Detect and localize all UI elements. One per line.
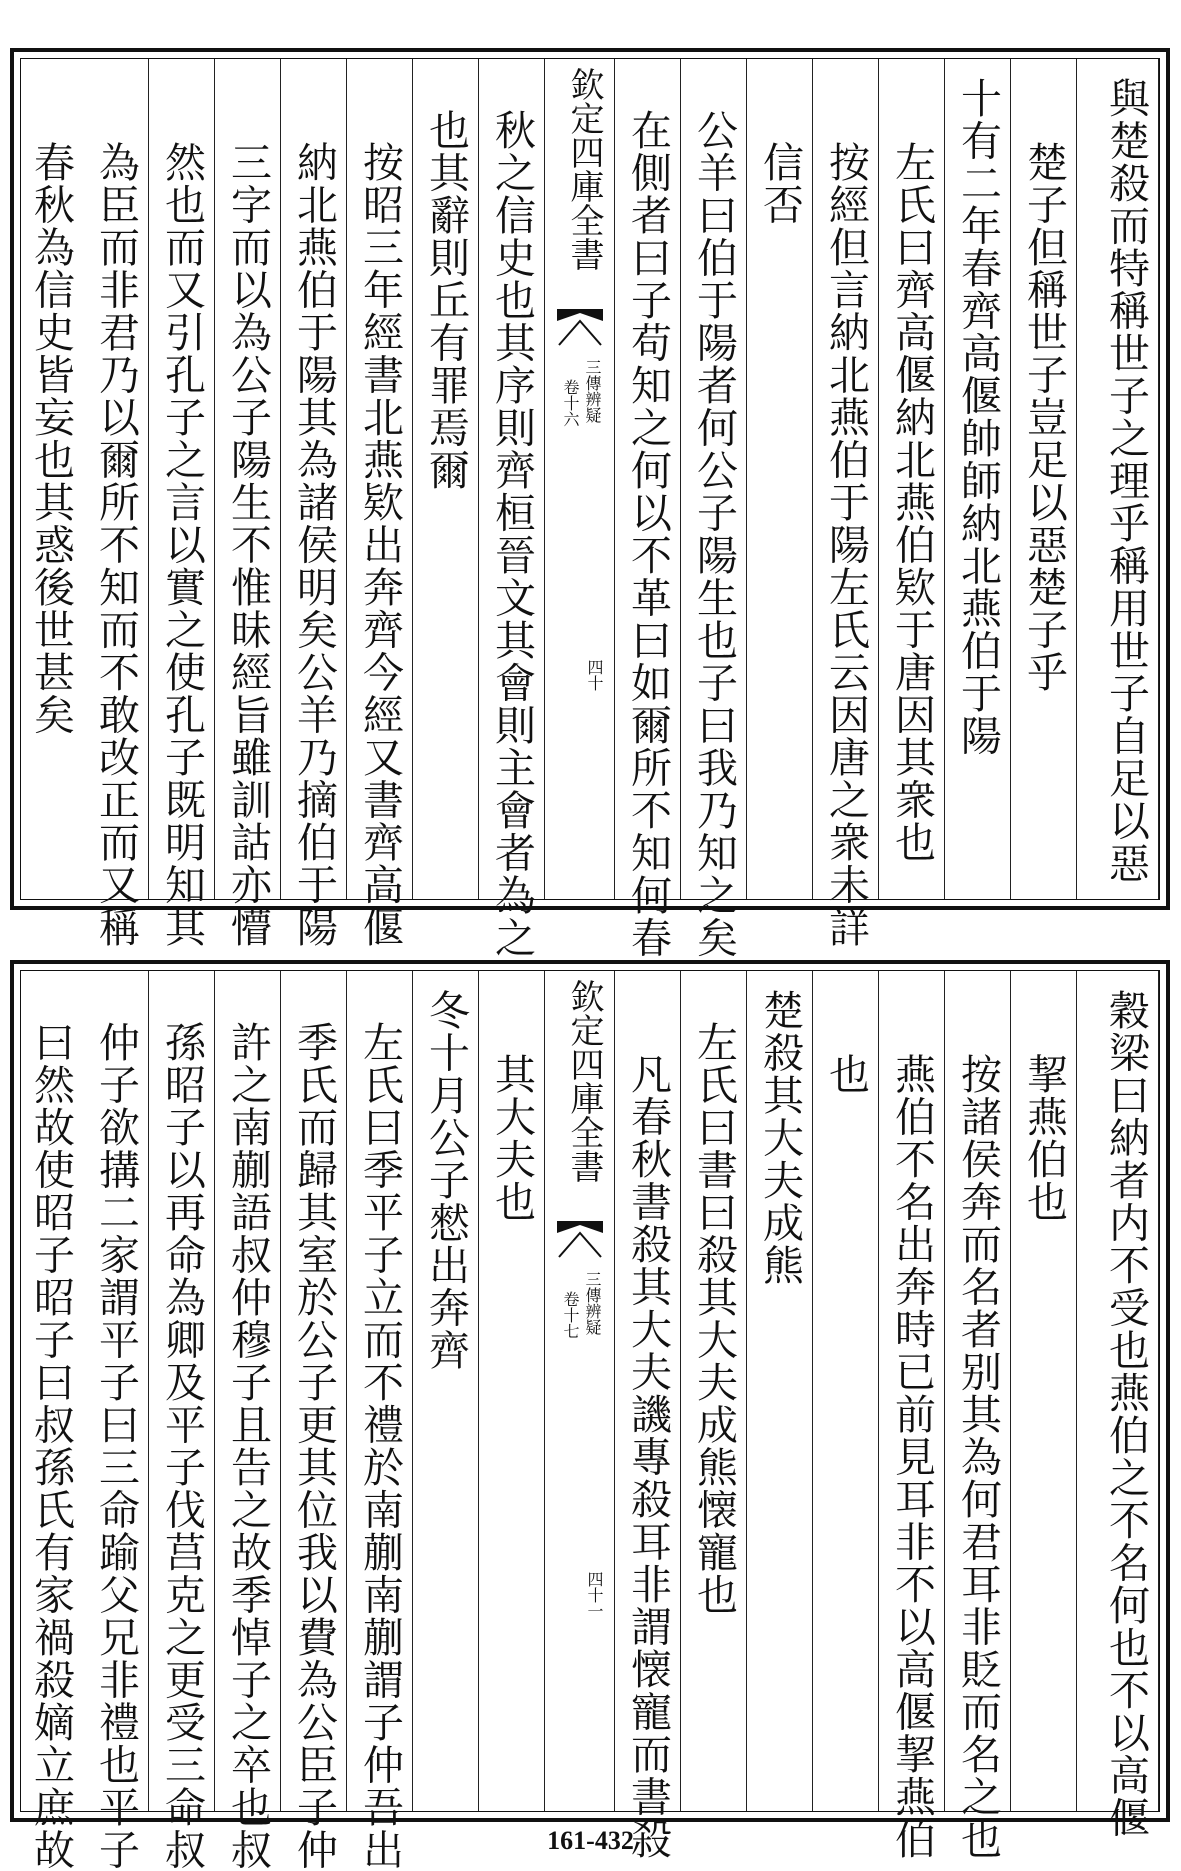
- text-column: 季氏而歸其室於公子更其位我以費為公臣子仲: [281, 971, 347, 1811]
- text-column: 左氏曰齊高偃納北燕伯欵于唐因其衆也: [879, 59, 945, 899]
- text-column: 凡春秋書殺其大夫譏專殺耳非謂懐寵而書殺: [615, 971, 681, 1811]
- text-column: 孫昭子以再命為卿及平子伐莒克之更受三命叔: [149, 971, 215, 1811]
- text-column: 秋之信史也其序則齊桓晉文其會則主會者為之: [479, 59, 545, 899]
- text-column: 與楚殺而特稱世子之理乎稱用世子自足以惡: [1077, 59, 1159, 899]
- text-column: 也: [813, 971, 879, 1811]
- upper-folio: [10, 48, 1170, 959]
- text-column: 按經但言納北燕伯于陽左氏云因唐之衆未詳: [813, 59, 879, 899]
- text-column: 按昭三年經書北燕欵出奔齊今經又書齊高偃: [347, 59, 413, 899]
- text-column: 在側者曰子苟知之何以不革曰如爾所不知何春: [615, 59, 681, 899]
- book-header: 欽定四庫全書: [564, 67, 604, 271]
- text-column: 冬十月公子憖出奔齊: [413, 971, 479, 1811]
- leaf-number: 四十一: [585, 1571, 604, 1619]
- text-column: 左氏曰季平子立而不禮於南蒯南蒯謂子仲吾出: [347, 971, 413, 1811]
- leaf-number: 四十: [585, 659, 604, 691]
- text-column: 春秋為信史皆妄也其惑後世甚矣: [27, 141, 75, 736]
- center-fold-column: [545, 971, 615, 1811]
- text-column: 也其辭則丘有罪焉爾: [413, 59, 479, 899]
- volume-label: 卷十七: [561, 1291, 580, 1339]
- text-column: 然也而又引孔子之言以實之使孔子既明知其: [149, 59, 215, 899]
- text-column: 仲子欲搆二家謂平子曰三命踰父兄非禮也平子: [83, 971, 149, 1811]
- book-title-label: 三傳辨疑: [583, 359, 602, 423]
- text-column: 納北燕伯于陽其為諸侯明矣公羊乃摘伯于陽: [281, 59, 347, 899]
- text-column: 楚殺其大夫成熊: [747, 971, 813, 1811]
- fish-tail-mark: [557, 309, 603, 349]
- text-column: 許之南蒯語叔仲穆子且告之故季悼子之卒也叔: [215, 971, 281, 1811]
- text-column: 三字而以為公子陽生不惟昧經旨雖訓詁亦懵: [215, 59, 281, 899]
- text-column: 其大夫也: [479, 971, 545, 1811]
- text-column: 為臣而非君乃以爾所不知而不敢改正而又稱: [83, 59, 149, 899]
- page-number: 161-432: [547, 1826, 634, 1855]
- text-column: 左氏曰書曰殺其大夫成熊懐寵也: [681, 971, 747, 1811]
- text-column: 按諸侯奔而名者别其為何君耳非貶而名之也: [945, 971, 1011, 1811]
- center-fold-column: [545, 59, 615, 899]
- text-column: 楚子但稱世子豈足以惡楚子乎: [1011, 59, 1077, 899]
- text-column: 燕伯不名出奔時已前見耳非不以高偃挈燕伯: [879, 971, 945, 1811]
- fish-tail-mark: [557, 1221, 603, 1261]
- text-column: 穀梁曰納者内不受也燕伯之不名何也不以高偃: [1077, 971, 1159, 1811]
- book-title-label: 三傳辨疑: [583, 1271, 602, 1335]
- volume-label: 卷十六: [561, 379, 580, 427]
- text-column: 信否: [747, 59, 813, 899]
- upper-folio-frame: [20, 58, 1160, 959]
- text-column: 公羊曰伯于陽者何公子陽生也子曰我乃知之矣: [681, 59, 747, 899]
- text-column: 十有二年春齊高偃帥師納北燕伯于陽: [945, 59, 1011, 899]
- text-column: 曰然故使昭子昭子曰叔孫氏有家禍殺嫡立庶故: [27, 1021, 75, 1871]
- book-header: 欽定四庫全書: [564, 979, 604, 1183]
- text-column: 挈燕伯也: [1011, 971, 1077, 1811]
